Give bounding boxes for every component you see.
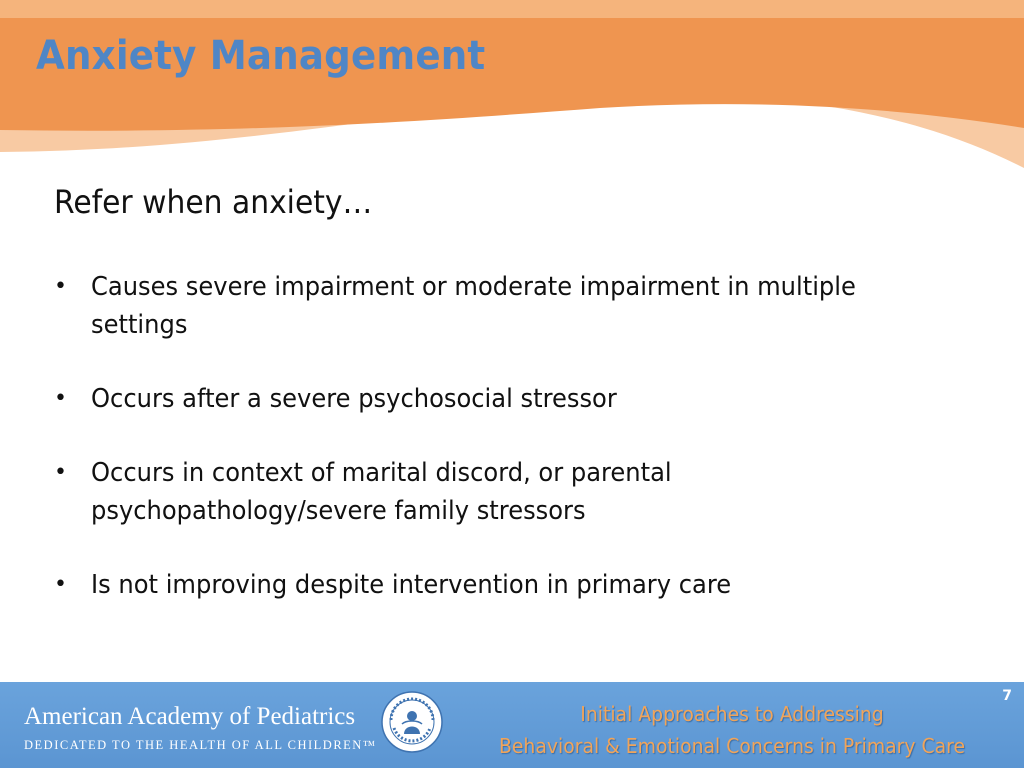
course-title-line1: Initial Approaches to Addressing bbox=[580, 702, 884, 726]
footer-bar bbox=[0, 682, 1024, 768]
bullet-marker: • bbox=[54, 460, 67, 485]
slide-title: Anxiety Management bbox=[36, 33, 486, 79]
bullet-text: Causes severe impairment or moderate impairment in multiple settings bbox=[91, 272, 856, 340]
bullet-marker: • bbox=[54, 386, 67, 411]
page-number: 7 bbox=[1002, 688, 1012, 704]
organization-tagline: DEDICATED TO THE HEALTH OF ALL CHILDREN™ bbox=[24, 738, 377, 752]
aap-seal-icon bbox=[380, 690, 444, 754]
bullet-text: Occurs in context of marital discord, or parental psychopathology/severe family stressors bbox=[91, 458, 672, 526]
bullet-marker: • bbox=[54, 572, 67, 597]
bullet-marker: • bbox=[54, 274, 67, 299]
bullet-text: Is not improving despite intervention in primary care bbox=[91, 570, 732, 600]
course-title bbox=[468, 698, 996, 762]
course-title-line2: Behavioral & Emotional Concerns in Primary Care bbox=[498, 734, 966, 758]
header-banner bbox=[0, 0, 1024, 170]
organization-name: American Academy of Pediatrics bbox=[24, 703, 356, 730]
bullet-text: Occurs after a severe psychosocial stressor bbox=[91, 384, 617, 414]
refer-heading: Refer when anxiety… bbox=[54, 183, 373, 221]
